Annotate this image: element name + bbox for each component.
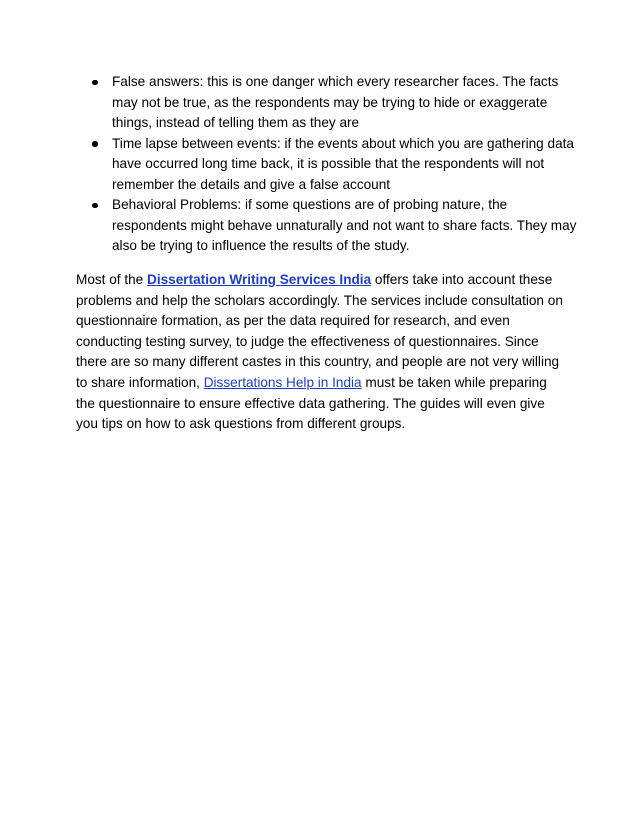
bullet-icon (92, 203, 98, 209)
bullet-icon (92, 141, 98, 147)
bullet-item-false-answers (78, 72, 578, 134)
dissertations-help-link[interactable]: Dissertations Help in India (203, 374, 362, 390)
bullet-list (78, 72, 578, 257)
bullet-text: Behavioral Problems: if some questions are of probing nature, the respondents might behave unnaturally and not want to share facts. They may also be trying to influence the results of the study. (112, 197, 577, 253)
bullet-icon (92, 80, 98, 86)
body-paragraph (76, 270, 564, 435)
paragraph-middle: offers take into account these problems and help the scholars accordingly. The services include consultation on questionnaire formation, as per the data required for research, and even conducting testing survey, to judge the effectiveness of questionnaires. Since there are so many different castes in this country, and people are not very willing to share information, (76, 272, 563, 390)
paragraph-end: must be taken while preparing the questionnaire to ensure effective data gathering. The guides will even give you tips on how to ask questions from different groups. (76, 374, 547, 432)
bullet-text: False answers: this is one danger which every researcher faces. The facts may not be true, as the respondents may be trying to hide or exaggerate things, instead of telling them as they are (112, 74, 559, 130)
dissertation-writing-services-link[interactable]: Dissertation Writing Services India (147, 272, 372, 287)
bullet-item-time-lapse (78, 134, 578, 196)
paragraph-intro: Most of the (76, 272, 148, 287)
bullet-item-behavioral-problems (78, 195, 578, 257)
bullet-text: Time lapse between events: if the events about which you are gathering data have occurred long time back, it is possible that the respondents will not remember the details and give a false account (112, 135, 574, 192)
